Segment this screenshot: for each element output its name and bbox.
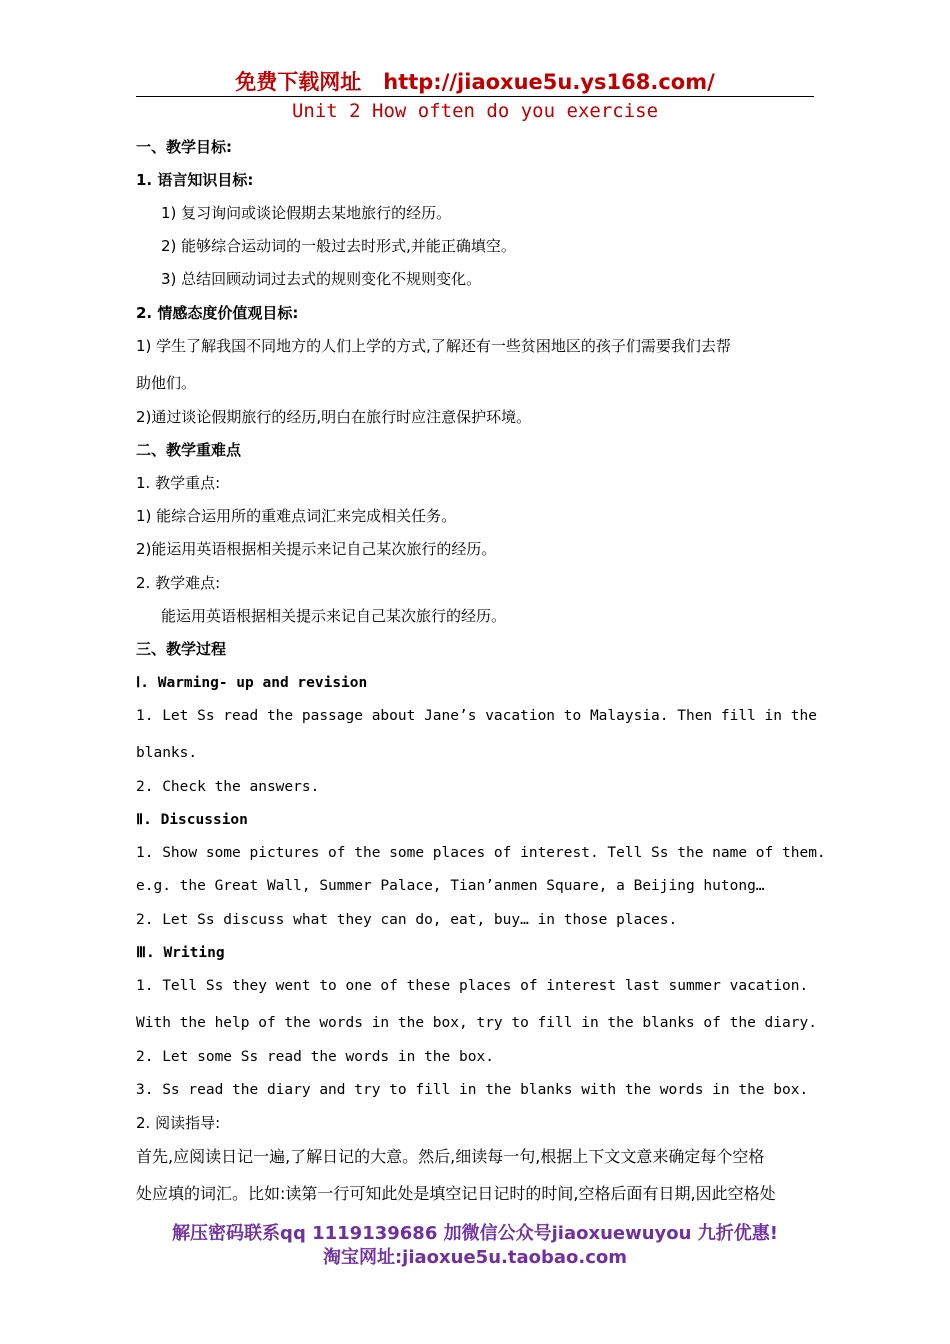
- paragraph-line: 处应填的词汇。比如:读第一行可知此处是填空记日记时的时间,空格后面有日期,因此空格处: [136, 1184, 776, 1203]
- header-label: 免费下载网址: [235, 70, 362, 94]
- footer-shop-url[interactable]: 淘宝网址:jiaoxue5u.taobao.com: [322, 1247, 627, 1268]
- footer-contact: 解压密码联系qq 1119139686 加微信公众号jiaoxuewuyou 九折优惠!: [172, 1223, 778, 1244]
- paragraph-line: 1. Tell Ss they went to one of these places of interest last summer vacation.: [136, 978, 809, 994]
- paragraph-line: 2. Check the answers.: [136, 779, 320, 795]
- list-item: 3) 总结回顾动词过去式的规则变化不规则变化。: [161, 270, 482, 288]
- paragraph-line: 2. Let some Ss read the words in the box.: [136, 1049, 494, 1065]
- section-heading: 二、教学重难点: [136, 441, 242, 459]
- step-heading: Ⅱ. Discussion: [136, 812, 248, 828]
- paragraph-line: 2)通过谈论假期旅行的经历,明白在旅行时应注意保护环境。: [136, 408, 532, 426]
- paragraph-line: 1) 学生了解我国不同地方的人们上学的方式,了解还有一些贫困地区的孩子们需要我们去帮: [136, 337, 731, 355]
- subsection-heading: 2. 教学难点:: [136, 574, 221, 592]
- paragraph-line: 2. Let Ss discuss what they can do, eat, buy… in those places.: [136, 912, 678, 928]
- section-heading: 一、教学目标:: [136, 138, 232, 156]
- paragraph-line: blanks.: [136, 745, 198, 761]
- list-item: 1) 复习询问或谈论假期去某地旅行的经历。: [161, 204, 452, 222]
- paragraph-line: 首先,应阅读日记一遍,了解日记的大意。然后,细读每一句,根据上下文文意来确定每个空格: [136, 1147, 765, 1166]
- paragraph-line: With the help of the words in the box, try to fill in the blanks of the diary.: [136, 1015, 817, 1031]
- subsection-heading: 1. 教学重点:: [136, 474, 221, 492]
- paragraph-line: 助他们。: [136, 374, 197, 392]
- header-banner: [0, 66, 950, 96]
- step-heading: Ⅰ. Warming- up and revision: [136, 675, 368, 691]
- list-item: 1) 能综合运用所的重难点词汇来完成相关任务。: [136, 507, 457, 525]
- step-heading: Ⅲ. Writing: [136, 945, 225, 961]
- list-item: 2) 能够综合运动词的一般过去时形式,并能正确填空。: [161, 237, 516, 255]
- page-title: Unit 2 How often do you exercise: [291, 100, 659, 122]
- subsection-heading: 2. 情感态度价值观目标:: [136, 304, 299, 322]
- header-url[interactable]: http://jiaoxue5u.ys168.com/: [383, 70, 715, 94]
- paragraph-line: 3. Ss read the diary and try to fill in the blanks with the words in the box.: [136, 1082, 809, 1098]
- paragraph-line: 1. Let Ss read the passage about Jane’s vacation to Malaysia. Then fill in the: [136, 708, 817, 724]
- paragraph-line: e.g. the Great Wall, Summer Palace, Tian’anmen Square, a Beijing hutong…: [136, 878, 765, 894]
- subsection-heading: 1. 语言知识目标:: [136, 171, 254, 189]
- paragraph-line: 能运用英语根据相关提示来记自己某次旅行的经历。: [161, 607, 507, 625]
- list-item: 2)能运用英语根据相关提示来记自己某次旅行的经历。: [136, 540, 497, 558]
- paragraph-line: 1. Show some pictures of the some places of interest. Tell Ss the name of them.: [136, 845, 826, 861]
- header-rule: [136, 96, 814, 97]
- section-heading: 三、教学过程: [136, 640, 227, 658]
- subsection-heading: 2. 阅读指导:: [136, 1114, 221, 1132]
